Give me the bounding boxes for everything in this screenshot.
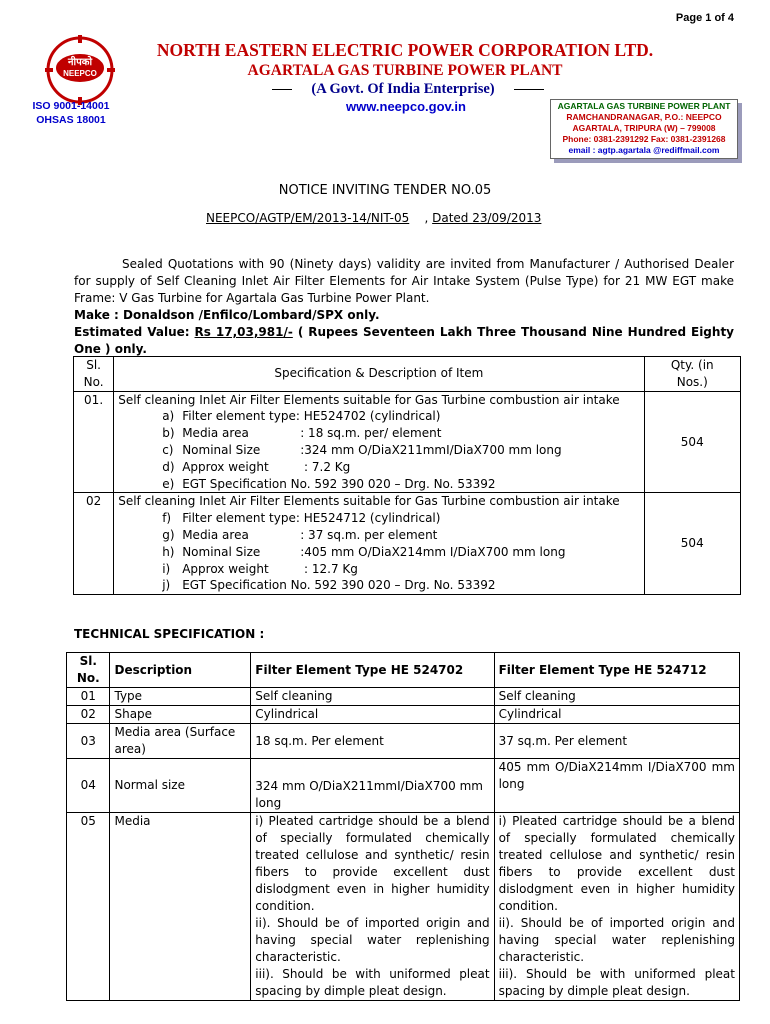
notice-title: NOTICE INVITING TENDER NO.05 bbox=[278, 183, 492, 198]
header-cell: Filter Element Type HE 524702 bbox=[251, 653, 494, 688]
logo-abbr-text: NEEPCO bbox=[63, 69, 97, 78]
spec-item bbox=[138, 544, 639, 561]
cell-sl: 03 bbox=[67, 724, 110, 759]
table-header-row bbox=[74, 357, 741, 392]
page-number: Page 1 of 4 bbox=[675, 12, 734, 24]
cell-desc: Type bbox=[110, 688, 251, 706]
cell-sl: 01 bbox=[67, 688, 110, 706]
header-qty: Qty. (in Nos.) bbox=[644, 357, 740, 392]
address-line: AGARTALA, TRIPURA (W) – 799008 bbox=[572, 123, 716, 133]
spec-item bbox=[138, 577, 639, 594]
spec-key: Filter element type: bbox=[182, 511, 300, 526]
cell-desc: Media area (Surface area) bbox=[110, 724, 251, 759]
spec-item bbox=[138, 527, 639, 544]
header-cell: Sl. No. bbox=[67, 653, 110, 688]
header-sl: Sl. No. bbox=[74, 357, 114, 392]
item-title: Self cleaning Inlet Air Filter Elements suitable for Gas Turbine combustion air intake bbox=[118, 392, 620, 407]
spec-item bbox=[138, 459, 639, 476]
table-row bbox=[67, 813, 740, 1001]
phone-fax: Phone: 0381-2391292 Fax: 0381-2391268 bbox=[562, 134, 726, 144]
cell-desc: Shape bbox=[110, 706, 251, 724]
spec-value: : 12.7 Kg bbox=[300, 561, 358, 576]
table-header-row bbox=[67, 653, 740, 688]
estimated-amount: Rs 17,03,981/- bbox=[194, 325, 293, 339]
make-line: Make : Donaldson /Enfilco/Lombard/SPX only. bbox=[74, 308, 380, 322]
spec-item bbox=[138, 442, 639, 459]
item-description bbox=[114, 391, 644, 493]
govt-enterprise: (A Govt. Of India Enterprise) bbox=[292, 81, 514, 98]
notice-date: Dated 23/09/2013 bbox=[432, 211, 542, 225]
address-box bbox=[550, 99, 738, 159]
email: email : agtp.agartala @rediffmail.com bbox=[568, 145, 720, 155]
certifications bbox=[30, 99, 112, 127]
spec-value: : 37 sq.m. per element bbox=[300, 527, 438, 542]
spec-value: HE524712 (cylindrical) bbox=[299, 511, 441, 526]
cell-type-712: Self cleaning bbox=[494, 688, 739, 706]
address-line: RAMCHANDRANAGAR, P.O.: NEEPCO bbox=[566, 112, 722, 122]
iso-cert: ISO 9001-14001 bbox=[32, 100, 110, 112]
spec-item bbox=[138, 425, 639, 442]
spec-letter: a) bbox=[162, 409, 175, 424]
item-title: Self cleaning Inlet Air Filter Elements suitable for Gas Turbine combustion air intake bbox=[118, 494, 620, 509]
header-cell: Filter Element Type HE 524712 bbox=[494, 653, 739, 688]
spec-letter: d) bbox=[162, 459, 175, 474]
spec-letter: j) bbox=[162, 578, 171, 593]
item-qty: 504 bbox=[644, 493, 740, 595]
table-row bbox=[74, 391, 741, 493]
intro-paragraph: Sealed Quotations with 90 (Ninety days) validity are invited from Manufacturer / Authorised Dealer for supply of Self Cleaning Inlet Air Filter Elements for Air Intake System (Pulse Type) for 21 MW EGT make Frame: V Gas Turbine for Agartala Gas Turbine Power Plant. bbox=[74, 257, 734, 305]
ohsas-cert: OHSAS 18001 bbox=[36, 114, 106, 126]
cell-type-702: Cylindrical bbox=[251, 706, 494, 724]
cell-desc: Normal size bbox=[110, 759, 251, 813]
spec-key: Media area bbox=[182, 527, 249, 542]
estimated-label: Estimated Value: bbox=[74, 325, 195, 339]
organization-name: NORTH EASTERN ELECTRIC POWER CORPORATION LTD. bbox=[156, 40, 654, 60]
item-sl: 01. bbox=[74, 391, 114, 493]
cell-type-702: Self cleaning bbox=[251, 688, 494, 706]
spec-value: : 7.2 Kg bbox=[300, 459, 351, 474]
address-line: AGARTALA GAS TURBINE POWER PLANT bbox=[557, 101, 731, 111]
reference-number: NEEPCO/AGTP/EM/2013-14/NIT-05 bbox=[206, 211, 410, 225]
tech-spec-table bbox=[66, 652, 740, 1001]
cell-type-702: i) Pleated cartridge should be a blend of specially formulated chemically treated cellulose and synthetic/ resin fibers to provide excellent dust dislodgment even in higher humidity condition. ii). Should be of imported origin and having special water replenishing characteristic. iii). Should be with uniformed pleat spacing by dimple pleat design. bbox=[251, 813, 494, 1001]
cell-desc: Media bbox=[110, 813, 251, 1001]
neepco-logo bbox=[45, 35, 115, 105]
cell-type-702: 18 sq.m. Per element bbox=[251, 724, 494, 759]
plant-name: AGARTALA GAS TURBINE POWER PLANT bbox=[247, 62, 563, 79]
spec-key: Nominal Size bbox=[182, 442, 261, 457]
spec-key: Media area bbox=[182, 426, 249, 441]
tech-spec-heading: TECHNICAL SPECIFICATION : bbox=[74, 627, 265, 641]
table-row bbox=[67, 688, 740, 706]
estimated-value bbox=[74, 324, 734, 358]
cell-type-702: 324 mm O/DiaX211mmI/DiaX700 mm long bbox=[251, 759, 494, 813]
cell-type-712: 405 mm O/DiaX214mm I/DiaX700 mm long bbox=[494, 759, 739, 813]
item-qty: 504 bbox=[644, 391, 740, 493]
cell-type-712: Cylindrical bbox=[494, 706, 739, 724]
cell-type-712: i) Pleated cartridge should be a blend of specially formulated chemically treated cellulose and synthetic/ resin fibers to provide excellent dust dislodgment even in higher humidity condition. ii). Should be of imported origin and having special water replenishing characteristic. iii). Should be with uniformed pleat spacing by dimple pleat design. bbox=[494, 813, 739, 1001]
spec-letter: e) bbox=[162, 476, 175, 491]
spec-value: :405 mm O/DiaX214mm I/DiaX700 mm long bbox=[300, 544, 566, 559]
website-link[interactable]: www.neepco.gov.in bbox=[346, 99, 466, 114]
header-desc: Specification & Description of Item bbox=[114, 357, 644, 392]
item-sl: 02 bbox=[74, 493, 114, 595]
spec-letter: h) bbox=[162, 544, 175, 559]
table-row bbox=[67, 706, 740, 724]
spec-key: EGT Specification No. 592 390 020 – Drg. No. 53392 bbox=[182, 578, 496, 593]
notice-body bbox=[74, 256, 734, 358]
header-cell: Description bbox=[110, 653, 251, 688]
table-row bbox=[74, 493, 741, 595]
items-table bbox=[73, 356, 741, 595]
spec-item bbox=[138, 476, 639, 493]
cell-sl: 02 bbox=[67, 706, 110, 724]
spec-key: Approx weight bbox=[182, 459, 269, 474]
table-row bbox=[67, 724, 740, 759]
spec-value: : 18 sq.m. per/ element bbox=[300, 426, 442, 441]
reference-line bbox=[206, 211, 541, 225]
item-description bbox=[114, 493, 644, 595]
spec-key: EGT Specification No. 592 390 020 – Drg. No. 53392 bbox=[182, 476, 496, 491]
spec-value: HE524702 (cylindrical) bbox=[299, 409, 441, 424]
estimated-words: ( Rupees Seventeen Lakh Three Thousand Nine Hundred Eighty One ) only. bbox=[74, 325, 735, 356]
spec-item bbox=[138, 408, 639, 425]
spec-letter: i) bbox=[162, 561, 171, 576]
spec-letter: b) bbox=[162, 426, 175, 441]
table-row bbox=[67, 759, 740, 813]
spec-letter: f) bbox=[162, 511, 172, 526]
spec-letter: c) bbox=[162, 442, 174, 457]
spec-key: Approx weight bbox=[182, 561, 269, 576]
cell-sl: 05 bbox=[67, 813, 110, 1001]
spec-letter: g) bbox=[162, 527, 175, 542]
cell-type-712: 37 sq.m. Per element bbox=[494, 724, 739, 759]
logo-hindi-text: नीपको bbox=[67, 57, 93, 68]
spec-value: :324 mm O/DiaX211mmI/DiaX700 mm long bbox=[300, 442, 562, 457]
spec-key: Filter element type: bbox=[182, 409, 300, 424]
spec-item bbox=[138, 561, 639, 578]
date-separator: , bbox=[409, 211, 433, 225]
cell-sl: 04 bbox=[67, 759, 110, 813]
spec-key: Nominal Size bbox=[182, 544, 261, 559]
spec-item bbox=[138, 510, 639, 527]
